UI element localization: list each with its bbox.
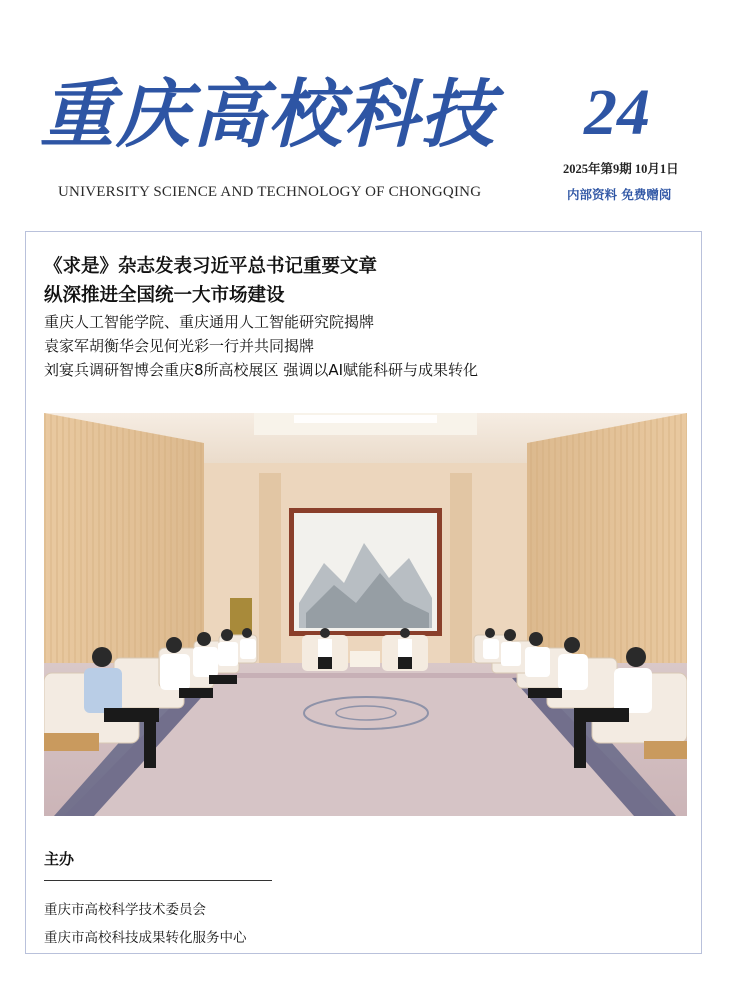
organizer-list	[44, 896, 247, 952]
magazine-title: 重庆高校科技	[40, 72, 496, 158]
organizer-item: 重庆市高校科技成果转化服务中心	[44, 930, 247, 946]
divider	[44, 880, 272, 881]
headline-item[interactable]: 纵深推进全国统一大市场建设	[44, 285, 285, 306]
magazine-subtitle: UNIVERSITY SCIENCE AND TECHNOLOGY OF CHONGQING	[58, 184, 482, 200]
organizer-heading: 主办	[44, 850, 75, 868]
organizer-item: 重庆市高校科学技术委员会	[44, 902, 206, 918]
distribution-note: 内部资料 免费赠阅	[567, 187, 672, 202]
headline-item[interactable]: 袁家军胡衡华会见何光彩一行并共同揭牌	[44, 337, 315, 355]
headline-item[interactable]: 《求是》杂志发表习近平总书记重要文章	[44, 256, 378, 277]
headline-item[interactable]: 重庆人工智能学院、重庆通用人工智能研究院揭牌	[44, 313, 375, 331]
headline-list	[44, 252, 684, 382]
issue-number: 24	[584, 76, 650, 149]
issue-date: 2025年第9期 10月1日	[563, 162, 679, 176]
cover-photo	[44, 413, 687, 816]
headline-item[interactable]: 刘宴兵调研智博会重庆8所高校展区 强调以AI赋能科研与成果转化	[44, 361, 478, 379]
